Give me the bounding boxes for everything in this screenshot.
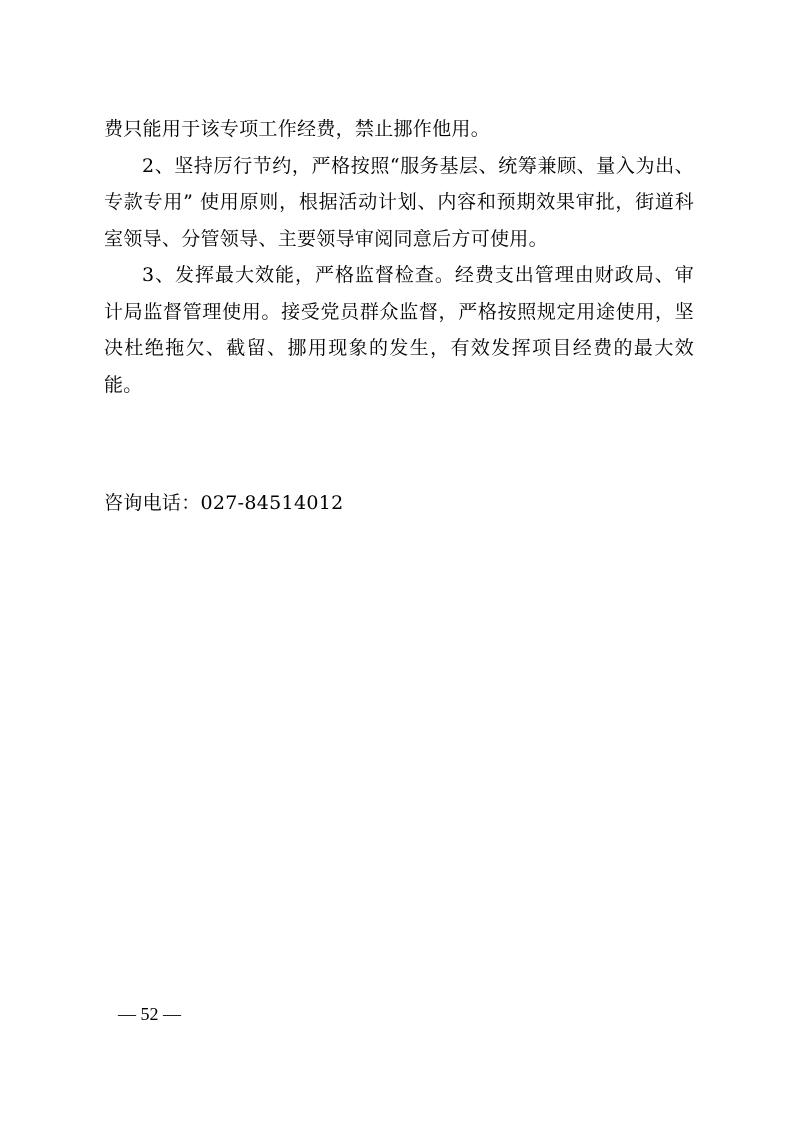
body-text [104, 111, 694, 403]
paragraph-item-3: 3、发挥最大效能，严格监督检查。经费支出管理由财政局、审计局监督管理使用。接受党员群众监督，严格按照规定用途使用，坚决杜绝拖欠、截留、挪用现象的发生，有效发挥项目经费的最大效能。 [104, 264, 694, 396]
paragraph-continuation: 费只能用于该专项工作经费，禁止挪作他用。 [104, 118, 491, 140]
contact-phone: 咨询电话：027-84514012 [104, 492, 344, 514]
paragraph-item-2: 2、坚持厉行节约，严格按照“服务基层、统筹兼顾、量入为出、专款专用” 使用原则，根据活动计划、内容和预期效果审批，街道科室领导、分管领导、主要领导审阅同意后方可使用。 [104, 154, 694, 250]
page-number: — 52 — [118, 1004, 181, 1024]
